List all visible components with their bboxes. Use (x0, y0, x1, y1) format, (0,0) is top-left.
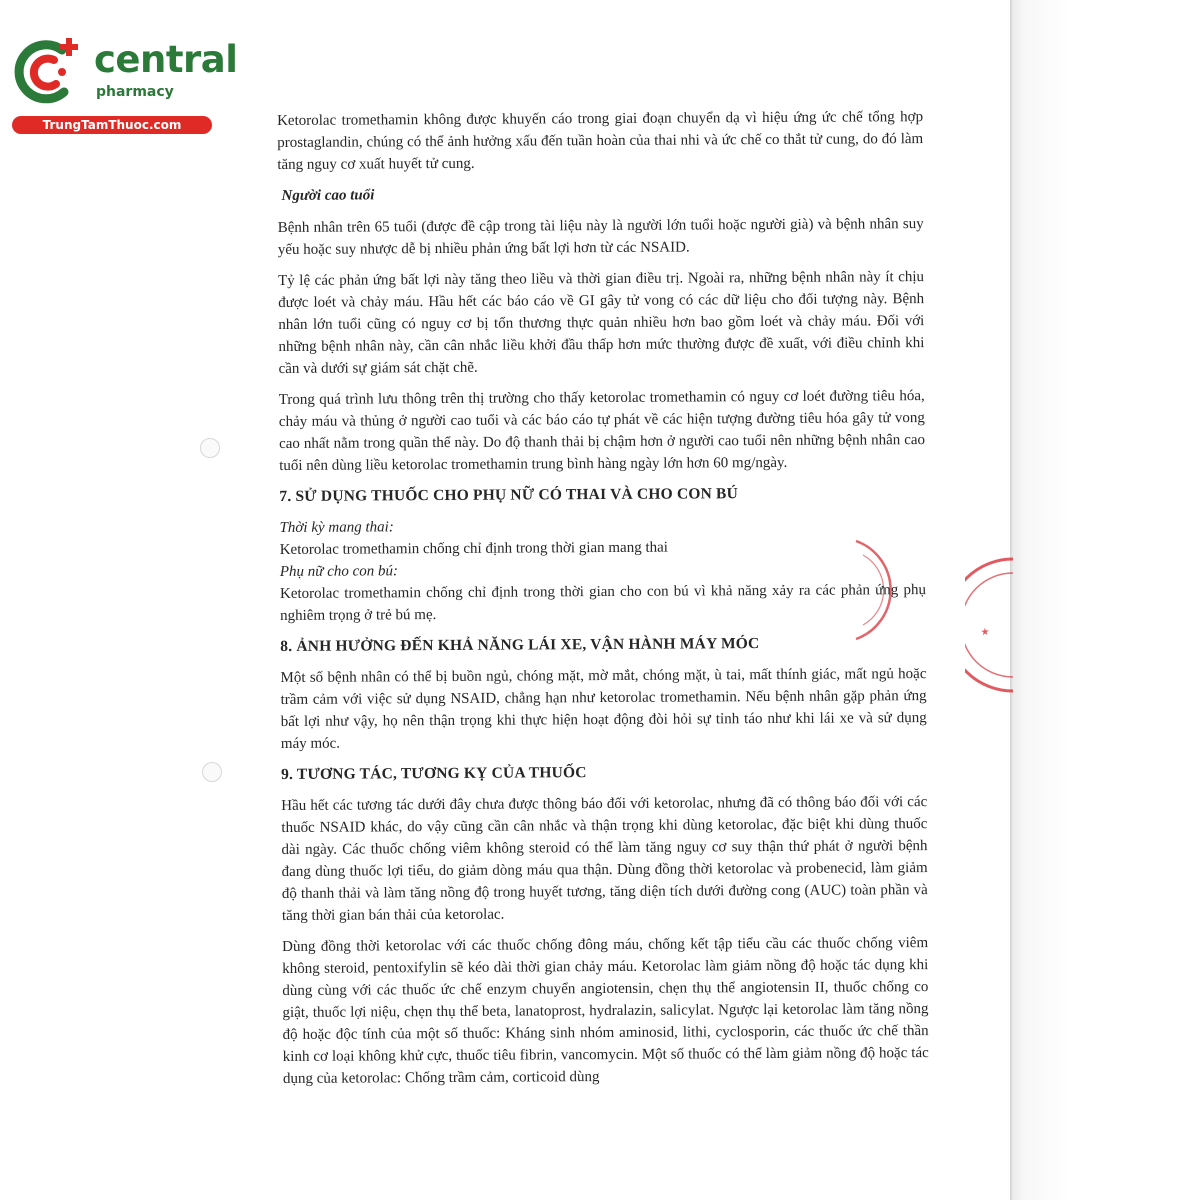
company-seal-stamp (965, 555, 1015, 695)
punch-hole (202, 762, 222, 782)
logo-site-link[interactable]: TrungTamThuoc.com (12, 116, 212, 134)
section-8-title: 8. ẢNH HƯỞNG ĐẾN KHẢ NĂNG LÁI XE, VẬN HÀNH MÁY MÓC (280, 635, 760, 655)
svg-text:★: ★ (979, 626, 993, 638)
pregnancy-label: Thời kỳ mang thai: (279, 519, 394, 536)
document-body (277, 106, 929, 1099)
nursing-text: Ketorolac tromethamin chống chỉ định trong thời gian cho con bú vì khả năng xảy ra các phản ứng phụ nghiêm trọng ở trẻ bú mẹ. (279, 582, 926, 624)
logo-subtitle: pharmacy (96, 84, 174, 100)
pregnancy-text: Ketorolac tromethamin chống chỉ định trong thời gian mang thai (279, 539, 668, 558)
paragraph-interactions-2: Dùng đồng thời ketorolac với các thuốc chống đông máu, chống kết tập tiểu cầu các thuốc chống viêm không steroid, pentoxifylin sẽ kéo dài thời gian chảy máu. Ketorolac làm giảm nồng độ hoặc tác dụng khi dùng cùng với các thuốc ức chế enzym chuyển angiotensin, chẹn thụ thể angiotensin II, thuốc chống co giật, thuốc lợi niệu, chẹn thụ thể beta, lanatoprost, hydralazin, salicylat. Ngược lại ketorolac làm tăng nồng độ hoặc độc tính của một số thuốc: Kháng sinh nhóm aminosid, lithi, cyclosporin, các thuốc ức chế thần kinh cơ loại không khử cực, thuốc tiêu fibrin, vancomycin. Một số thuốc có thể làm giảm nồng độ hoặc tác dụng của ketorolac: Chống trầm cảm, corticoid dùng (282, 935, 929, 1087)
paragraph-driving: Một số bệnh nhân có thể bị buồn ngủ, chóng mặt, mờ mắt, chóng mặt, ù tai, mất thính giác, mất ngủ hoặc trầm cảm với việc sử dụng NSAID, chẳng hạn như ketorolac tromethamin. Nếu bệnh nhân gặp phản ứng bất lợi như vậy, họ nên thận trọng khi thực hiện hoạt động đòi hỏi sự tỉnh táo như khi lái xe và sử dụng máy móc. (280, 666, 927, 752)
pharmacy-cross-icon (10, 36, 90, 108)
logo-brand: central (94, 38, 238, 81)
paragraph-labor: Ketorolac tromethamin không được khuyến cáo trong giai đoạn chuyển dạ vì hiệu ứng ức chế tổng hợp prostaglandin, chúng có thể ảnh hưởng xấu đến tuần hoàn của thai nhi và ức chế co thắt tử cung, do đó làm tăng nguy cơ xuất huyết tử cung. (277, 109, 924, 173)
paragraph-elderly-3: Trong quá trình lưu thông trên thị trường cho thấy ketorolac tromethamin có nguy cơ loét đường tiêu hóa, chảy máu và thủng ở người cao tuổi và các báo cáo tự phát về các hiện tượng đường tiêu hóa gây tử vong cao nhất nằm trong quần thể này. Do độ thanh thải bị chậm hơn ở người cao tuổi nên những bệnh nhân cao tuổi nên dùng liều ketorolac tromethamin trung bình hàng ngày lớn hơn 60 mg/ngày. (278, 388, 926, 474)
section-7-title: 7. SỬ DỤNG THUỐC CHO PHỤ NỮ CÓ THAI VÀ CHO CON BÚ (279, 485, 739, 505)
section-9-title: 9. TƯƠNG TÁC, TƯƠNG KỴ CỦA THUỐC (281, 764, 587, 783)
paragraph-elderly-2: Tỷ lệ các phản ứng bất lợi này tăng theo liều và thời gian điều trị. Ngoài ra, những bệnh nhân này ít chịu được loét và chảy máu. Hầu hết các báo cáo về GI gây tử vong có các dữ liệu cho đối tượng này. Bệnh nhân lớn tuổi cũng có nguy cơ bị tổn thương thực quản nhiều hơn bao gồm loét và chảy máu. Đối với những bệnh nhân này, cần cân nhắc liều khởi đầu thấp hơn mức thường được đề xuất, với điều chỉnh khi cần và dưới sự giám sát chặt chẽ. (277, 269, 925, 377)
punch-hole (200, 438, 220, 458)
nursing-label: Phụ nữ cho con bú: (279, 563, 399, 580)
paragraph-elderly-1: Bệnh nhân trên 65 tuổi (được đề cập trong tài liệu này là người lớn tuổi hoặc người già) và bệnh nhân suy yếu hoặc suy nhược dễ bị nhiều phản ứng bất lợi hơn từ các NSAID. (277, 216, 924, 258)
page-edge (1010, 0, 1200, 1200)
heading-elderly: Người cao tuổi (281, 187, 375, 204)
paragraph-interactions-1: Hầu hết các tương tác dưới đây chưa được thông báo đối với ketorolac, nhưng đã có thông báo đối với các thuốc NSAID khác, do vậy cũng cần cân nhắc và thận trọng khi dùng ketorolac, đặc biệt khi dùng thuốc dài ngày. Các thuốc chống viêm không steroid có thể làm tăng nguy cơ suy thận thứ phát ở người bệnh đang dùng thuốc lợi tiểu, do giảm dòng máu qua thận. Dùng đồng thời ketorolac và probenecid, làm giảm độ thanh thải và làm tăng nồng độ trong huyết tương, tăng diện tích dưới đường cong (AUC) toàn phần và tăng thời gian bán thải của ketorolac. (281, 794, 928, 924)
central-pharmacy-logo (8, 36, 238, 140)
